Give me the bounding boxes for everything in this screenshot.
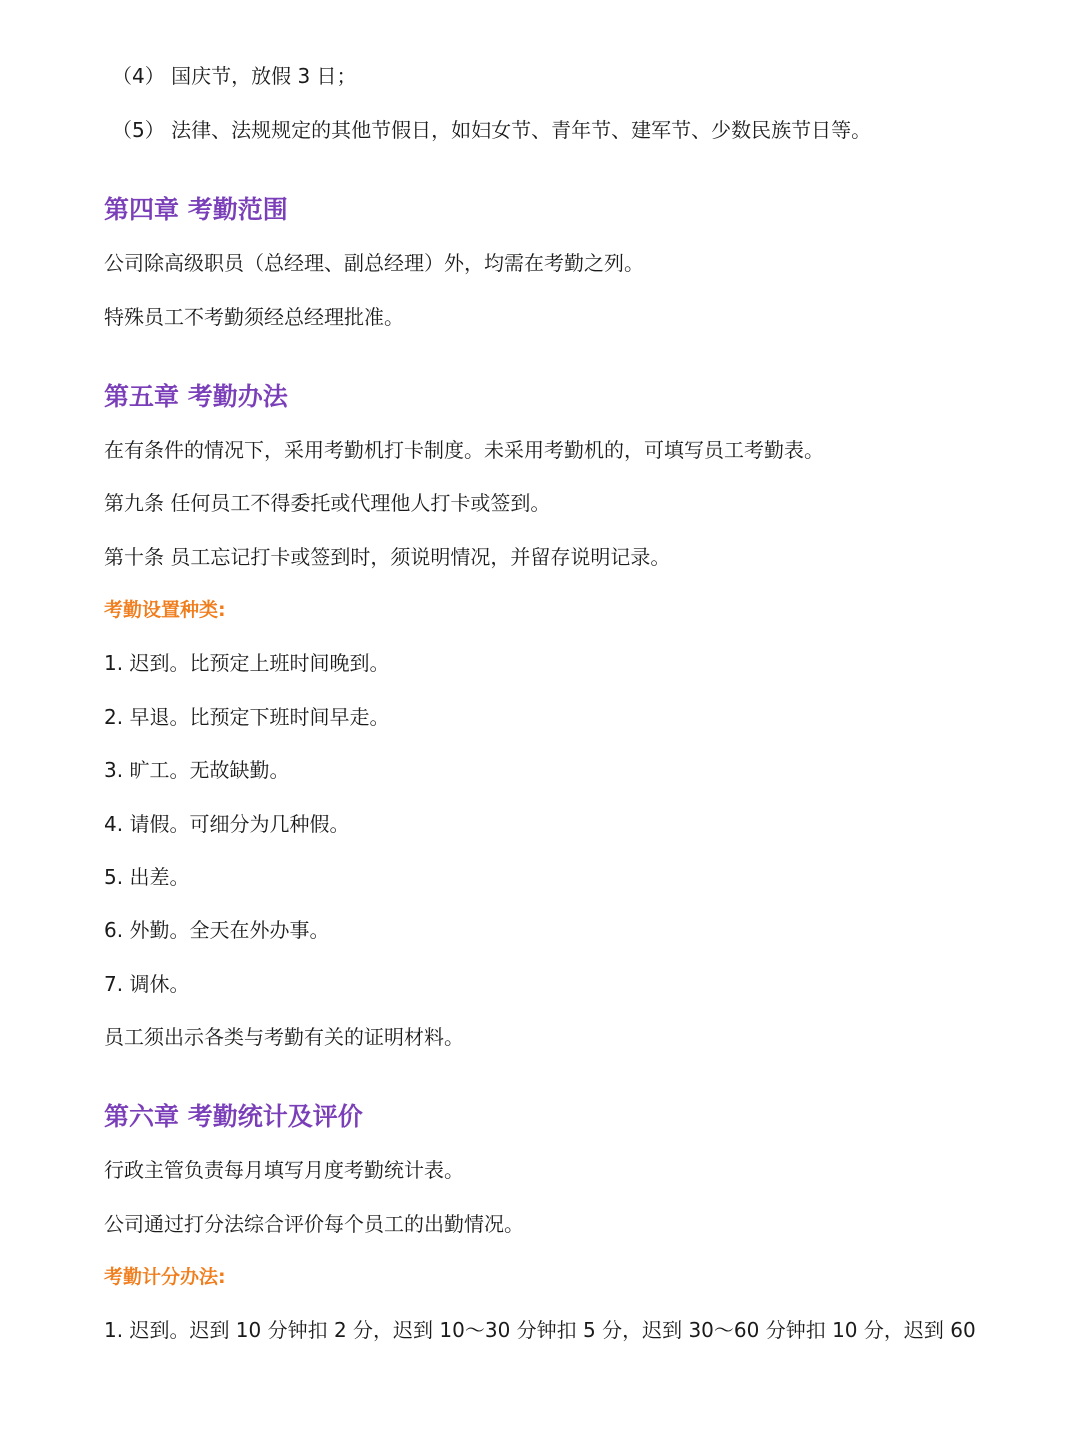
chapter-5-title: 第五章 考勤办法 [104, 382, 288, 411]
attendance-types-heading: 考勤设置种类: [104, 599, 226, 621]
chapter-6-paragraph-1: 行政主管负责每月填写月度考勤统计表。 [104, 1158, 464, 1182]
holiday-item-4: （4） 国庆节，放假 3 日； [112, 64, 357, 88]
chapter-6-paragraph-2: 公司通过打分法综合评价每个员工的出勤情况。 [104, 1212, 524, 1236]
chapter-5-paragraph-1: 在有条件的情况下，采用考勤机打卡制度。未采用考勤机的，可填写员工考勤表。 [104, 438, 824, 462]
attendance-type-item: 4. 请假。可细分为几种假。 [104, 812, 350, 836]
attendance-type-item: 3. 旷工。无故缺勤。 [104, 758, 290, 782]
chapter-4-title: 第四章 考勤范围 [104, 195, 288, 224]
scoring-method-heading: 考勤计分办法: [104, 1266, 226, 1288]
chapter-4-paragraph-1: 公司除高级职员（总经理、副总经理）外，均需在考勤之列。 [104, 251, 644, 275]
chapter-5-note: 员工须出示各类与考勤有关的证明材料。 [104, 1025, 464, 1049]
holiday-item-5: （5） 法律、法规规定的其他节假日，如妇女节、青年节、建军节、少数民族节日等。 [112, 118, 872, 142]
attendance-type-item: 1. 迟到。比预定上班时间晚到。 [104, 651, 390, 675]
chapter-6-title: 第六章 考勤统计及评价 [104, 1102, 363, 1131]
attendance-type-item: 6. 外勤。全天在外办事。 [104, 918, 330, 942]
attendance-type-item: 7. 调休。 [104, 972, 190, 996]
attendance-type-item: 5. 出差。 [104, 865, 190, 889]
scoring-rule-1: 1. 迟到。迟到 10 分钟扣 2 分，迟到 10～30 分钟扣 5 分，迟到 30～60 分钟扣 10 分，迟到 60 [104, 1318, 976, 1342]
attendance-type-item: 2. 早退。比预定下班时间早走。 [104, 705, 390, 729]
chapter-5-article-10: 第十条 员工忘记打卡或签到时，须说明情况，并留存说明记录。 [104, 545, 671, 569]
chapter-5-article-9: 第九条 任何员工不得委托或代理他人打卡或签到。 [104, 491, 551, 515]
chapter-4-paragraph-2: 特殊员工不考勤须经总经理批准。 [104, 305, 404, 329]
